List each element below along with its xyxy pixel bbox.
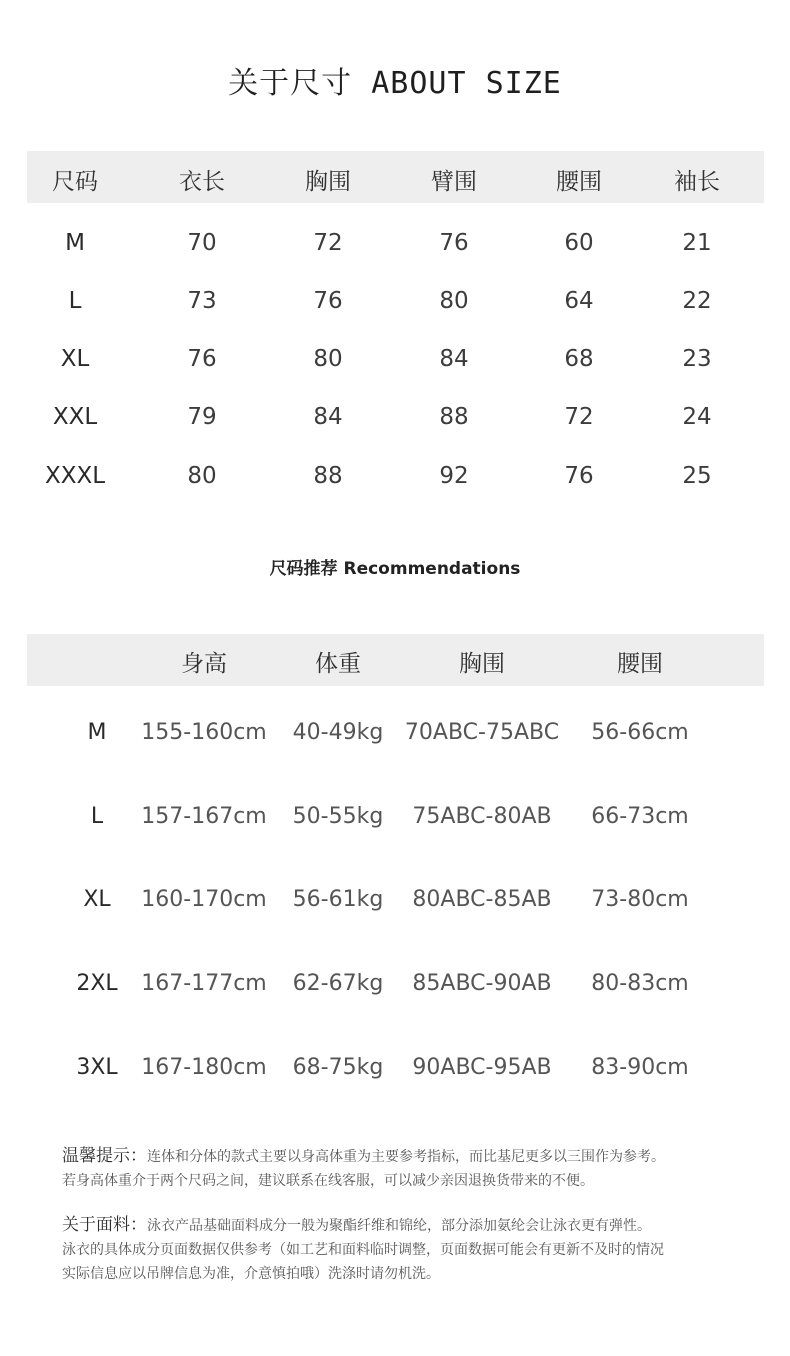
size-table-cell: 72	[564, 404, 594, 430]
recommendations-cell: 40-49kg	[292, 720, 384, 745]
size-table-cell: 84	[439, 346, 469, 372]
size-table-cell: 88	[439, 404, 469, 430]
recommendations-title: 尺码推荐 Recommendations	[269, 559, 521, 579]
recommendations-cell: 80ABC-85AB	[412, 887, 552, 912]
recommendations-size-label: XL	[83, 887, 111, 912]
recommendations-size-label: M	[87, 720, 107, 745]
recommendations-cell: 56-66cm	[591, 720, 689, 745]
tips-line-2: 若身高体重介于两个尺码之间，建议联系在线客服，可以减少亲因退换货带来的不便。	[62, 1173, 594, 1189]
size-table-cell: 80	[439, 288, 469, 314]
size-table-cell: 88	[313, 463, 343, 489]
size-table-cell: 64	[564, 288, 594, 314]
recommendations-size-label: 3XL	[76, 1055, 118, 1080]
recommendations-header-cell: 体重	[315, 651, 361, 677]
size-table-header	[27, 151, 764, 203]
size-table-size-label: L	[68, 288, 82, 314]
size-table-cell: 80	[187, 463, 217, 489]
recommendations-cell: 155-160cm	[141, 720, 267, 745]
fabric-note	[62, 1213, 762, 1286]
recommendations-header-cell: 身高	[181, 651, 227, 677]
recommendations-cell: 75ABC-80AB	[412, 804, 552, 829]
size-table-header-cell: 胸围	[305, 169, 351, 195]
size-table-cell: 24	[682, 404, 712, 430]
recommendations-cell: 167-180cm	[141, 1055, 267, 1080]
recommendations-cell: 70ABC-75ABC	[404, 720, 560, 745]
size-table-cell: 73	[187, 288, 217, 314]
size-table-cell: 76	[313, 288, 343, 314]
size-table-cell: 79	[187, 404, 217, 430]
size-table-cell: 70	[187, 230, 217, 256]
page-title: 关于尺寸 ABOUT SIZE	[228, 66, 562, 101]
tips-line-1: 连体和分体的款式主要以身高体重为主要参考指标，而比基尼更多以三围作为参考。	[147, 1149, 665, 1165]
size-table-cell: 84	[313, 404, 343, 430]
size-table-cell: 60	[564, 230, 594, 256]
size-table-cell: 21	[682, 230, 712, 256]
size-table-cell: 23	[682, 346, 712, 372]
size-table-size-label: M	[65, 230, 85, 256]
size-table-cell: 76	[187, 346, 217, 372]
fabric-heading: 关于面料：	[62, 1215, 147, 1235]
recommendations-cell: 80-83cm	[591, 971, 689, 996]
size-table-cell: 76	[439, 230, 469, 256]
recommendations-header-cell: 腰围	[617, 651, 663, 677]
fabric-line-3: 实际信息应以吊牌信息为准，介意慎拍哦）洗涤时请勿机洗。	[62, 1266, 440, 1282]
recommendations-size-label: 2XL	[76, 971, 118, 996]
size-table-header-cell: 臂围	[431, 169, 477, 195]
recommendations-size-label: L	[90, 804, 104, 829]
recommendations-cell: 68-75kg	[292, 1055, 384, 1080]
size-table-cell: 68	[564, 346, 594, 372]
recommendations-cell: 66-73cm	[591, 804, 689, 829]
recommendations-cell: 90ABC-95AB	[412, 1055, 552, 1080]
recommendations-cell: 83-90cm	[591, 1055, 689, 1080]
size-table-header-cell: 袖长	[674, 169, 720, 195]
recommendations-cell: 167-177cm	[141, 971, 267, 996]
size-table-header-cell: 衣长	[179, 169, 225, 195]
size-table-header-cell: 腰围	[556, 169, 602, 195]
recommendations-cell: 56-61kg	[292, 887, 384, 912]
size-table-cell: 25	[682, 463, 712, 489]
size-table-size-label: XXXL	[44, 463, 106, 489]
tips-heading: 温馨提示：	[62, 1146, 147, 1166]
recommendations-cell: 85ABC-90AB	[412, 971, 552, 996]
recommendations-cell: 157-167cm	[141, 804, 267, 829]
size-table-cell: 92	[439, 463, 469, 489]
size-table-cell: 22	[682, 288, 712, 314]
fabric-line-2: 泳衣的具体成分页面数据仅供参考（如工艺和面料临时调整，页面数据可能会有更新不及时的情况	[62, 1242, 664, 1258]
size-table-cell: 76	[564, 463, 594, 489]
size-table-cell: 72	[313, 230, 343, 256]
size-table-size-label: XXL	[52, 404, 98, 430]
size-table-cell: 80	[313, 346, 343, 372]
fabric-line-1: 泳衣产品基础面料成分一般为聚酯纤维和锦纶，部分添加氨纶会让泳衣更有弹性。	[147, 1218, 651, 1234]
recommendations-cell: 62-67kg	[292, 971, 384, 996]
recommendations-cell: 160-170cm	[141, 887, 267, 912]
recommendations-cell: 73-80cm	[591, 887, 689, 912]
size-table-size-label: XL	[60, 346, 90, 372]
size-table-header-cell: 尺码	[52, 169, 98, 195]
recommendations-header-cell: 胸围	[459, 651, 505, 677]
tips-note	[62, 1144, 762, 1193]
recommendations-cell: 50-55kg	[292, 804, 384, 829]
